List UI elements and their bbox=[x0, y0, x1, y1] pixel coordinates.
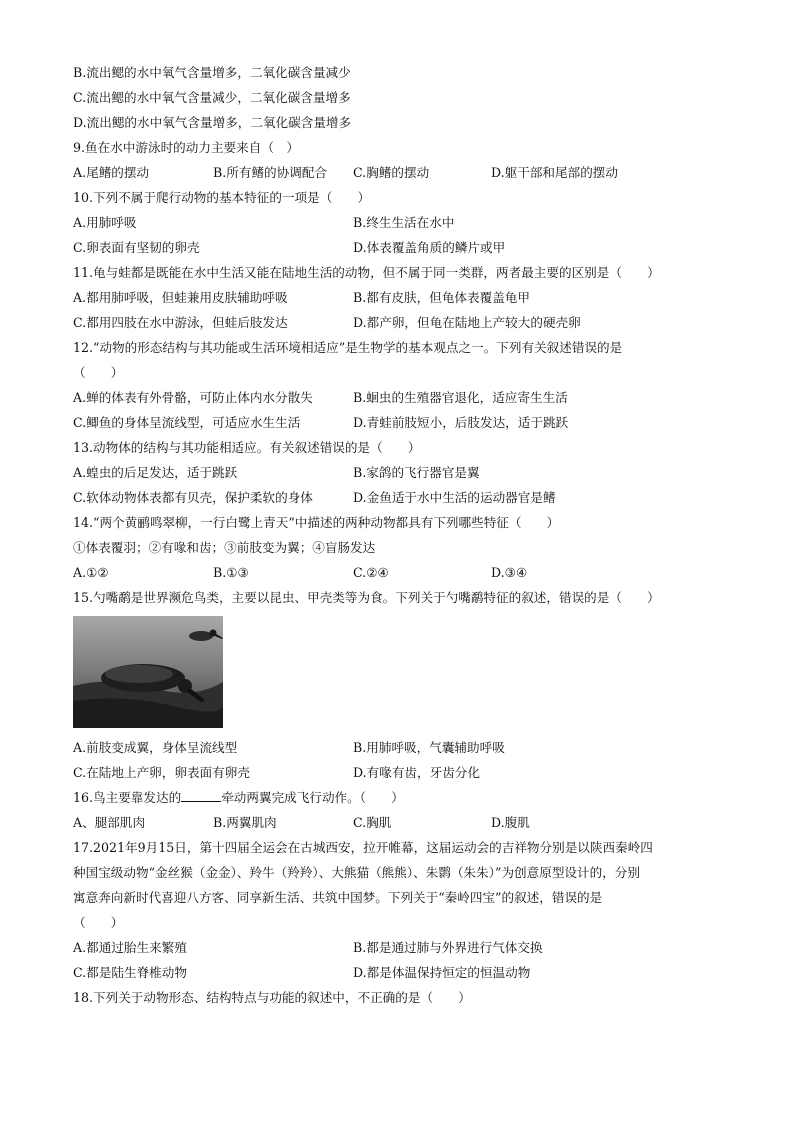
q11-option-d: D.都产卵，但龟在陆地上产较大的硬壳卵 bbox=[353, 315, 581, 330]
question-16-prefix: 16.鸟主要靠发达的 bbox=[73, 790, 182, 805]
fill-in-blank bbox=[181, 789, 221, 802]
q9-option-d: D.躯干部和尾部的摆动 bbox=[491, 165, 618, 180]
q9-option-a: A.尾鳍的摆动 bbox=[73, 165, 150, 180]
q15-option-b: B.用肺呼吸，气囊辅助呼吸 bbox=[353, 740, 505, 755]
question-17-line-3: 寓意奔向新时代喜迎八方客、同享新生活、共筑中国梦。下列关于“秦岭四宝”的叙述，错误的是 bbox=[73, 890, 603, 905]
q8-option-d: D.流出鳃的水中氧气含量增多，二氧化碳含量增多 bbox=[73, 115, 352, 130]
q12-option-b: B.蛔虫的生殖器官退化，适应寄生生活 bbox=[353, 390, 568, 405]
q11-option-b: B.都有皮肤，但龟体表覆盖龟甲 bbox=[353, 290, 530, 305]
q13-option-a: A.蝗虫的后足发达，适于跳跃 bbox=[73, 465, 238, 480]
bird-illustration bbox=[73, 616, 223, 728]
q8-option-b: B.流出鳃的水中氧气含量增多，二氧化碳含量减少 bbox=[73, 65, 351, 80]
q10-option-c: C.卵表面有坚韧的卵壳 bbox=[73, 240, 200, 255]
q10-option-b: B.终生生活在水中 bbox=[353, 215, 455, 230]
question-15: 15.勺嘴鹬是世界濒危鸟类，主要以昆虫、甲壳类等为食。下列关于勺嘴鹬特征的叙述，错误的是（ ） bbox=[73, 590, 660, 605]
spoon-billed-sandpiper-photo bbox=[73, 616, 223, 728]
q16-option-a: A、腿部肌肉 bbox=[73, 815, 146, 830]
q11-option-a: A.都用肺呼吸，但蛙兼用皮肤辅助呼吸 bbox=[73, 290, 288, 305]
question-17-line-1: 17.2021年9月15日，第十四届全运会在古城西安，拉开帷幕，这届运动会的吉祥物分别是以陕西秦岭四 bbox=[73, 840, 653, 855]
q16-option-c: C.胸肌 bbox=[353, 815, 392, 830]
q10-option-a: A.用肺呼吸 bbox=[73, 215, 137, 230]
question-12: 12.“动物的形态结构与其功能或生活环境相适应”是生物学的基本观点之一。下列有关叙述错误的是 bbox=[73, 340, 623, 355]
question-9: 9.鱼在水中游泳时的动力主要来自（ ） bbox=[73, 140, 300, 155]
q13-option-d: D.金鱼适于水中生活的运动器官是鳍 bbox=[353, 490, 556, 505]
question-14: 14.“两个黄鹂鸣翠柳，一行白鹭上青天”中描述的两种动物都具有下列哪些特征（ ） bbox=[73, 515, 560, 530]
question-17-line-2: 种国宝级动物“金丝猴（金金）、羚牛（羚羚）、大熊猫（熊熊）、朱鹮（朱朱）”为创意原型设计的，分别 bbox=[73, 865, 640, 880]
question-12-bracket: （ ） bbox=[73, 365, 124, 380]
q14-option-d: D.③④ bbox=[491, 565, 528, 580]
q15-option-c: C.在陆地上产卵，卵表面有卵壳 bbox=[73, 765, 250, 780]
q12-option-c: C.鲫鱼的身体呈流线型，可适应水生生活 bbox=[73, 415, 301, 430]
q8-option-c: C.流出鳃的水中氧气含量减少，二氧化碳含量增多 bbox=[73, 90, 351, 105]
q13-option-b: B.家鸽的飞行器官是翼 bbox=[353, 465, 480, 480]
q14-option-c: C.②④ bbox=[353, 565, 389, 580]
q15-option-d: D.有喙有齿，牙齿分化 bbox=[353, 765, 480, 780]
q10-option-d: D.体表覆盖角质的鳞片或甲 bbox=[353, 240, 506, 255]
q15-option-a: A.前肢变成翼，身体呈流线型 bbox=[73, 740, 238, 755]
question-16-suffix: 牵动两翼完成飞行动作。（ ） bbox=[221, 790, 404, 805]
q12-option-d: D.青蛙前肢短小，后肢发达，适于跳跃 bbox=[353, 415, 569, 430]
q16-option-d: D.腹肌 bbox=[491, 815, 530, 830]
question-14-statements: ①体表覆羽；②有喙和齿；③前肢变为翼；④盲肠发达 bbox=[73, 540, 376, 555]
question-10: 10.下列不属于爬行动物的基本特征的一项是（ ） bbox=[73, 190, 371, 205]
question-16 bbox=[73, 789, 404, 807]
question-18: 18.下列关于动物形态、结构特点与功能的叙述中，不正确的是（ ） bbox=[73, 990, 471, 1005]
q14-option-b: B.①③ bbox=[213, 565, 249, 580]
q14-option-a: A.①② bbox=[73, 565, 109, 580]
q9-option-b: B.所有鳍的协调配合 bbox=[213, 165, 328, 180]
question-17-bracket: （ ） bbox=[73, 915, 124, 930]
q9-option-c: C.胸鳍的摆动 bbox=[353, 165, 430, 180]
q17-option-b: B.都是通过肺与外界进行气体交换 bbox=[353, 940, 543, 955]
q16-option-b: B.两翼肌肉 bbox=[213, 815, 277, 830]
question-13: 13.动物体的结构与其功能相适应。有关叙述错误的是（ ） bbox=[73, 440, 421, 455]
q17-option-d: D.都是体温保持恒定的恒温动物 bbox=[353, 965, 531, 980]
q17-option-c: C.都是陆生脊椎动物 bbox=[73, 965, 187, 980]
q11-option-c: C.都用四肢在水中游泳，但蛙后肢发达 bbox=[73, 315, 288, 330]
question-11: 11.龟与蛙都是既能在水中生活又能在陆地生活的动物，但不属于同一类群，两者最主要的区别是（ ） bbox=[73, 265, 660, 280]
q12-option-a: A.蝉的体表有外骨骼，可防止体内水分散失 bbox=[73, 390, 313, 405]
q17-option-a: A.都通过胎生来繁殖 bbox=[73, 940, 187, 955]
q13-option-c: C.软体动物体表都有贝壳，保护柔软的身体 bbox=[73, 490, 313, 505]
